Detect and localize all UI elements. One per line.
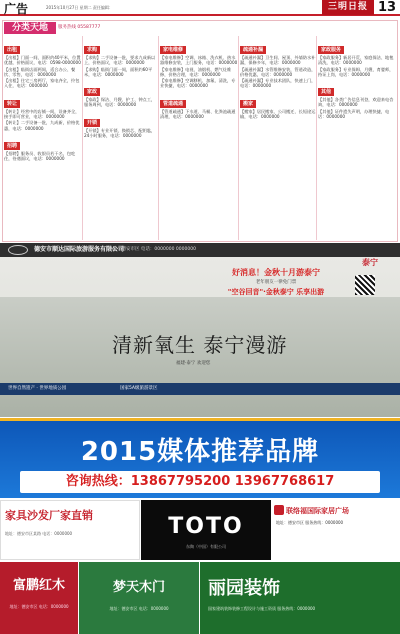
tourism-logo: 泰宁 xyxy=(362,258,378,267)
classifieds-column xyxy=(318,36,396,240)
mall-detail: 地址：德安市区 服务热线：0000000 xyxy=(276,520,344,525)
furniture-title: 家具沙发厂家直销 xyxy=(5,509,93,522)
fupeng-title: 富鹏红木 xyxy=(12,578,65,593)
classified-item: 【管道疏通】下水道、马桶、化粪池疏通清理，电话：0000000 xyxy=(160,108,236,120)
media-title: 2015媒体推荐品牌 xyxy=(80,437,320,467)
agency-address: 地址：德安市区 电话：0000000 0000000 xyxy=(108,247,196,252)
issue-meta: 2015年10月27日 星期二 责任编辑： xyxy=(46,5,113,10)
qr-code-icon xyxy=(355,275,375,295)
agency-name: 德安市顺达国际旅游服务有限公司 xyxy=(34,246,125,253)
classified-item: 【家电维修】空调移机、加氟、清洗，专业快捷，电话：0000000 xyxy=(160,78,236,89)
classifieds-column xyxy=(160,36,238,240)
promo-sub: 老年朋友一律免门票 xyxy=(255,280,297,285)
masthead-logo: 三明日报 xyxy=(322,0,374,15)
classified-section-title: 招聘 xyxy=(4,142,20,150)
agency-logo-icon xyxy=(8,245,28,255)
classified-item: 【开锁】专业开锁、换锁芯、配钥匙，24小时服务，电话：0000000 xyxy=(84,127,156,139)
furniture-ad xyxy=(0,500,140,560)
classifieds-column xyxy=(84,36,158,240)
fupeng-detail: 地址：德安市区 电话：0000000 xyxy=(9,604,69,609)
promo-box xyxy=(176,267,376,327)
liyuan-ad xyxy=(200,562,400,634)
promo-extra: "空谷回音"·金秋泰宁 乐享出游 xyxy=(227,288,325,296)
footer-left: 世界自然遗产 · 世界地质公园 xyxy=(8,386,67,391)
classifieds-title: 分类天地 xyxy=(4,22,56,34)
classified-item: 【出租】住宅三房两厅，家电齐全，拎包入住，电话：0000000 xyxy=(4,78,80,89)
classified-section-title: 家电维修 xyxy=(160,46,186,54)
classified-item: 【转让】二手设备一批，九成新，价格优惠，电话：0000000 xyxy=(4,120,80,131)
classified-item: 【家政服务】新居开荒、家庭保洁、地毯清洗，电话：0000000 xyxy=(318,55,394,66)
classified-section-title: 家政 xyxy=(84,88,100,96)
page-number: 13 xyxy=(378,0,397,15)
classified-section-title: 开锁 xyxy=(84,119,100,127)
mall-title: 联络福国际家居广场 xyxy=(286,507,349,515)
mengtian-detail: 地址：德安市区 电话：0000000 xyxy=(109,606,169,611)
liyuan-title: 丽园装饰 xyxy=(208,578,280,599)
classified-item: 【出租】临街店面两间，适合办公、餐饮、零售，电话：0000000 xyxy=(4,66,76,77)
classified-item: 【疏通补漏】水管维修安装，管道改造，价格优惠，电话：0000000 xyxy=(240,66,316,77)
classified-section-title: 转让 xyxy=(4,100,20,108)
liyuan-detail: 国家建筑装饰装修工程设计与施工资质 服务热线：0000000 xyxy=(208,606,316,611)
classified-section-title: 家政服务 xyxy=(318,46,344,54)
toto-logo: TOTO xyxy=(168,514,244,539)
classified-item: 【招聘】服务员、收银员若干名，包吃住，待遇面议，电话：0000000 xyxy=(4,150,76,162)
column-divider xyxy=(316,36,317,240)
media-hotline: 咨询热线：13867795200 13967768617 xyxy=(20,471,380,493)
classified-item: 【家电维修】电视、油烟机、燃气灶维修，价格合理，电话：0000000 xyxy=(160,66,232,77)
classified-item: 【转让】经营中的店铺一间，设备齐全，接手即可营业，电话：0000000 xyxy=(4,108,80,120)
classified-section-title: 求购 xyxy=(84,46,100,54)
classified-section-title: 管道疏通 xyxy=(160,100,186,108)
classified-item: 【家电维修】空调、冰箱、洗衣机、热水器维修安装，上门服务，电话：0000000 xyxy=(160,55,238,66)
classified-item: 【其他】证件遗失声明，办理快捷，电话：0000000 xyxy=(318,108,390,120)
toto-ad xyxy=(141,500,271,560)
section-title: 广告 xyxy=(4,2,29,16)
promo-title: 好消息！金秋十月游泰宁 xyxy=(232,268,320,277)
classified-item: 【疏通补漏】专业技术团队，快速上门，电话：0000000 xyxy=(240,78,316,89)
tourism-subline: 福建·泰宁 欢迎您 xyxy=(176,361,211,366)
page-header xyxy=(0,0,400,16)
classified-item: 【出租】门面一间，面积约40平米，位置优越，价格面议，电话：0598-0000000 xyxy=(4,55,81,66)
classified-item: 【其他】各类广告信息刊登，欢迎来电咨询，电话：0000000 xyxy=(318,97,394,108)
footer-right: 国家5A级旅游景区 xyxy=(120,386,158,391)
travel-agency-band xyxy=(0,243,400,257)
column-divider xyxy=(238,36,239,240)
mengtian-ad xyxy=(79,562,199,634)
classifieds-hotline: 服务热线 05587777 xyxy=(58,25,101,30)
mall-logo-icon xyxy=(274,505,284,515)
classified-section-title: 搬家 xyxy=(240,100,256,108)
classified-item: 【疏通补漏】卫生间、屋顶、外墙防水补漏，保修多年，电话：0000000 xyxy=(240,55,316,66)
mengtian-title: 梦天木门 xyxy=(112,580,165,595)
classified-item: 【家政服务】专业保姆、月嫂、育婴师，持证上岗，电话：0000000 xyxy=(318,66,394,77)
classified-section-title: 出租 xyxy=(4,46,20,54)
media-brand-banner xyxy=(0,418,400,498)
classifieds-column xyxy=(4,36,82,240)
classified-item: 【求购】临街门面一间，面积约60平米，电话：0000000 xyxy=(84,66,153,77)
classified-section-title: 疏通补漏 xyxy=(240,46,266,54)
tourism-ad xyxy=(0,257,400,417)
classifieds-column xyxy=(240,36,316,240)
column-divider xyxy=(82,36,83,240)
toto-detail: 东陶（中国）有限公司 xyxy=(186,544,226,549)
home-mall-ad xyxy=(272,500,400,560)
classified-section-title: 其他 xyxy=(318,88,334,96)
classified-item: 【求购】二手设备一批，要求九成新以上，价格面议，电话：0000000 xyxy=(84,55,156,66)
fupeng-ad xyxy=(0,562,78,634)
tourism-headline: 清新氧生 泰宁漫游 xyxy=(112,333,288,357)
column-divider xyxy=(158,36,159,240)
classified-item: 【搬家】居民搬家、公司搬迁、长短途运输，电话：0000000 xyxy=(240,108,316,120)
tourism-footer xyxy=(0,383,400,395)
furniture-detail: 地址：德安市区某路 电话：0000000 xyxy=(5,531,73,536)
classified-item: 【家政】保洁、月嫂、护工、钟点工，服务周到，电话：0000000 xyxy=(84,97,156,108)
